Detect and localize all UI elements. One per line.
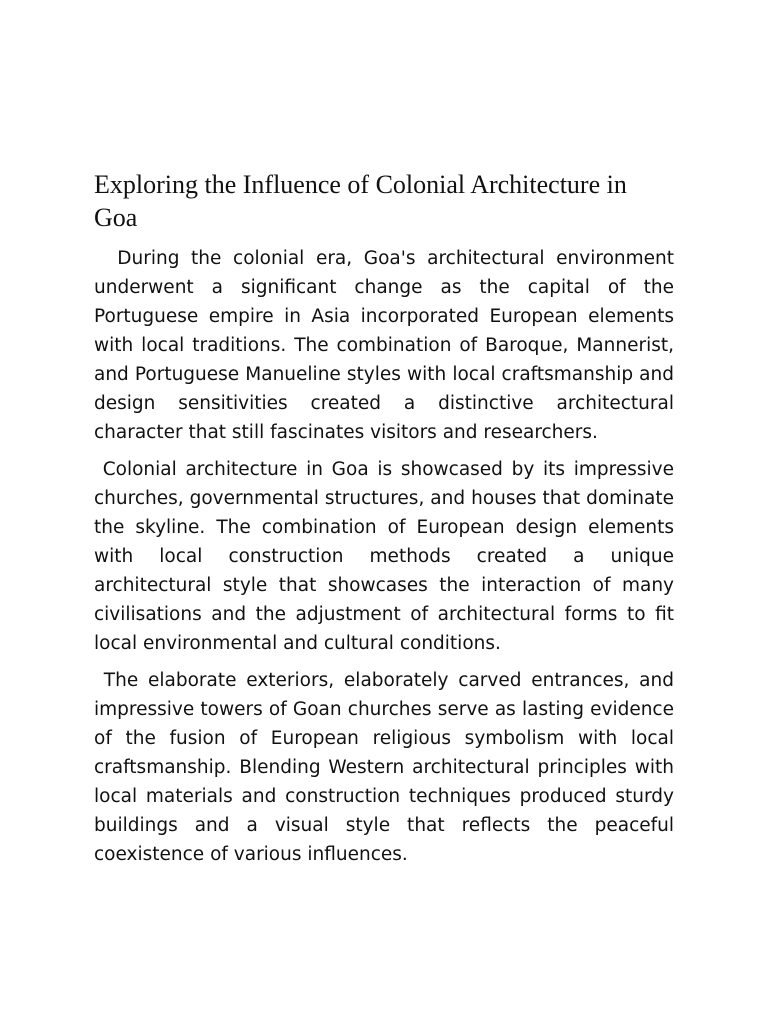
paragraph-1: During the colonial era, Goa's architectural environment underwent a significant change as the capital of the Portuguese empire in Asia incorporated European elements with local traditions. The combination of Baroque, Mannerist, and Portuguese Manueline styles with local craftsmanship and design sensitivities created a distinctive architectural character that still fascinates visitors and researchers. (94, 248, 680, 443)
paragraph-2: Colonial architecture in Goa is showcased by its impressive churches, governmental structures, and houses that dominate the skyline. The combination of European design elements with local construction methods created a unique architectural style that showcases the interaction of many civilisations and the adjustment of architectural forms to fit local environmental and cultural conditions. (94, 459, 680, 654)
paragraph-3: The elaborate exteriors, elaborately carved entrances, and impressive towers of Goan churches serve as lasting evidence of the fusion of European religious symbolism with local craftsmanship. Blending Western architectural principles with local materials and construction techniques produced sturdy buildings and a visual style that reflects the peaceful coexistence of various influences. (94, 670, 680, 865)
document-title: Exploring the Influence of Colonial Architecture in Goa (94, 170, 627, 232)
document-page (94, 168, 680, 877)
